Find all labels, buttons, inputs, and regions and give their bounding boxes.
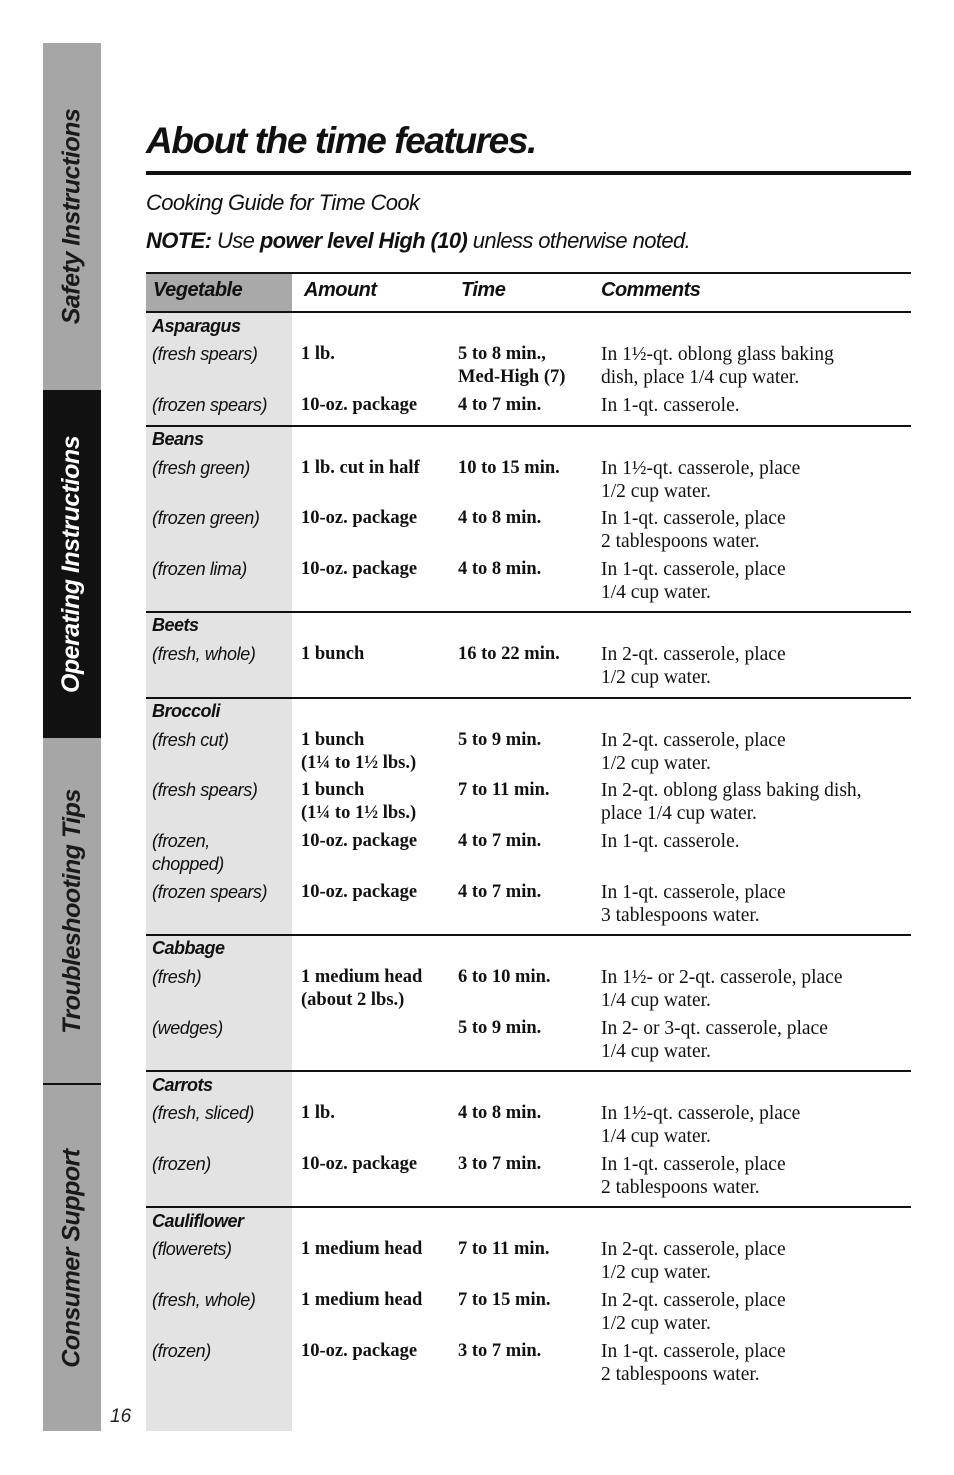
comment-cell [601,1153,911,1199]
variety-cell [152,830,292,876]
comment-cell [601,966,911,1012]
group-divider [146,1206,911,1208]
amount-cell-line: 1 bunch [301,644,365,664]
amount-cell-line: 1 bunch [301,780,365,800]
variety-cell [152,1289,292,1312]
tab-consumer-support[interactable] [43,1085,101,1431]
comment-cell-line: 1/4 cup water. [601,1126,711,1147]
time-cell-line: 5 to 8 min., [458,344,546,364]
tab-label: Operating Instructions [57,435,86,693]
variety-cell-line: (frozen) [152,1341,211,1361]
variety-cell-line: (frozen spears) [152,882,268,902]
tab-operating-instructions[interactable] [43,390,101,738]
amount-cell-line: 1 medium head [301,1290,423,1310]
amount-cell [301,1289,451,1312]
amount-cell-line: 1 bunch [301,730,365,750]
vegetable-group-name: Asparagus [152,316,241,336]
amount-cell [301,1153,451,1176]
variety-cell-line: (fresh spears) [152,344,258,364]
variety-cell [152,643,292,666]
group-divider [146,425,911,427]
amount-cell-line: 10-oz. package [301,1341,418,1361]
time-cell-line: 4 to 8 min. [458,1103,542,1123]
section-tabs [43,43,101,1431]
amount-cell-line: (1¼ to 1½ lbs.) [301,753,417,773]
variety-cell-line: (frozen, [152,831,210,851]
variety-cell [152,1102,292,1125]
time-cell-line: 3 to 7 min. [458,1154,542,1174]
tab-label: Consumer Support [57,1148,86,1368]
time-cell [458,779,598,802]
group-divider [146,611,911,613]
amount-cell [301,966,451,1012]
variety-cell [152,1153,292,1176]
variety-cell-line: (fresh, sliced) [152,1103,255,1123]
time-cell-line: 10 to 15 min. [458,458,560,478]
comment-cell-line: In 1½-qt. casserole, place [601,1103,801,1124]
amount-cell-line: 10-oz. package [301,395,418,415]
vegetable-group-name: Broccoli [152,701,221,721]
time-cell-line: 4 to 7 min. [458,882,542,902]
comment-cell [601,1102,911,1148]
amount-cell [301,1102,451,1125]
variety-cell-line: (wedges) [152,1018,223,1038]
variety-cell-line: (frozen lima) [152,559,247,579]
time-cell-line: 4 to 8 min. [458,508,542,528]
amount-cell [301,830,451,853]
note-prefix: NOTE: [146,228,212,253]
time-cell-line: 4 to 8 min. [458,559,542,579]
comment-cell [601,457,911,503]
variety-cell [152,966,292,989]
tab-label: Safety Instructions [57,108,86,325]
time-cell [458,343,598,389]
comment-cell-line: In 1-qt. casserole. [601,831,740,852]
comment-cell-line: In 2- or 3-qt. casserole, place [601,1018,828,1039]
header-amount: Amount [304,279,377,301]
comment-cell [601,558,911,604]
variety-cell-line: (fresh spears) [152,780,258,800]
amount-cell [301,394,451,417]
comment-cell [601,1289,911,1335]
page-subtitle: Cooking Guide for Time Cook [146,190,420,215]
amount-cell-line: 10-oz. package [301,882,418,902]
variety-cell-line: (fresh) [152,967,202,987]
amount-cell-line: (1¼ to 1½ lbs.) [301,803,417,823]
comment-cell [601,643,911,689]
comment-cell-line: 1/2 cup water. [601,753,711,774]
comment-cell-line: In 1½-qt. oblong glass baking [601,344,834,365]
vegetable-group-name: Beans [152,429,204,449]
variety-cell [152,394,292,417]
amount-cell-line: 10-oz. package [301,1154,418,1174]
comment-cell [601,1340,911,1386]
time-cell [458,1102,598,1125]
tab-troubleshooting-tips[interactable] [43,738,101,1084]
note-power-level: power level High (10) [259,228,468,253]
amount-cell-line: 1 lb. [301,1103,335,1123]
comment-cell-line: 1/2 cup water. [601,481,711,502]
amount-cell [301,881,451,904]
variety-cell-line: (fresh cut) [152,730,229,750]
comment-cell-line: place 1/4 cup water. [601,803,757,824]
time-cell [458,507,598,530]
time-cell-line: 7 to 11 min. [458,780,550,800]
comment-cell [601,729,911,775]
variety-cell [152,779,292,802]
time-cell [458,394,598,417]
time-cell-line: 7 to 11 min. [458,1239,550,1259]
header-comments: Comments [601,279,701,301]
comment-cell-line: 1/2 cup water. [601,667,711,688]
variety-cell-line: chopped) [152,854,224,874]
comment-cell [601,1238,911,1284]
comment-cell-line: In 2-qt. oblong glass baking dish, [601,780,862,801]
amount-cell-line: 1 medium head [301,1239,423,1259]
comment-cell [601,779,911,825]
comment-cell [601,507,911,553]
comment-cell-line: In 1-qt. casserole, place [601,508,786,529]
vegetable-group-name: Cauliflower [152,1211,244,1231]
time-cell [458,1340,598,1363]
group-divider [146,1070,911,1072]
comment-cell-line: In 1-qt. casserole, place [601,1154,786,1175]
comment-cell-line: In 2-qt. casserole, place [601,730,786,751]
title-rule [146,171,911,175]
variety-cell-line: (fresh green) [152,458,250,478]
time-cell [458,881,598,904]
page-number: 16 [110,1406,132,1427]
vegetable-group-name: Beets [152,615,199,635]
vegetable-group-name: Carrots [152,1075,213,1095]
time-cell-line: 4 to 7 min. [458,395,542,415]
vegetable-group-name: Cabbage [152,938,225,958]
time-cell-line: Med-High (7) [458,367,566,387]
page-title: About the time features. [146,120,536,161]
comment-cell [601,343,911,389]
amount-cell [301,1340,451,1363]
time-cell [458,830,598,853]
comment-cell-line: 1/4 cup water. [601,1041,711,1062]
variety-cell [152,558,292,581]
tab-label: Troubleshooting Tips [57,788,86,1034]
time-cell-line: 5 to 9 min. [458,1018,542,1038]
comment-cell-line: 1/2 cup water. [601,1262,711,1283]
comment-cell [601,394,911,417]
comment-cell-line: 3 tablespoons water. [601,905,760,926]
amount-cell [301,779,451,825]
table-header [146,274,911,311]
variety-cell [152,1340,292,1363]
comment-cell-line: In 1½-qt. casserole, place [601,458,801,479]
amount-cell [301,1238,451,1261]
comment-cell-line: 1/4 cup water. [601,990,711,1011]
amount-cell [301,343,451,366]
comment-cell-line: In 1-qt. casserole, place [601,1341,786,1362]
amount-cell-line: 1 medium head [301,967,423,987]
amount-cell-line: 10-oz. package [301,831,418,851]
time-cell-line: 5 to 9 min. [458,730,542,750]
comment-cell-line: 2 tablespoons water. [601,1177,760,1198]
time-cell [458,457,598,480]
variety-cell-line: (flowerets) [152,1239,232,1259]
comment-cell-line: In 1-qt. casserole. [601,395,740,416]
comment-cell-line: In 1-qt. casserole, place [601,559,786,580]
variety-cell [152,729,292,752]
tab-safety-instructions[interactable] [43,43,101,390]
variety-cell [152,881,292,904]
variety-cell [152,457,292,480]
comment-cell-line: 2 tablespoons water. [601,1364,760,1385]
note-use: Use [211,228,260,253]
amount-cell [301,457,451,480]
comment-cell-line: In 2-qt. casserole, place [601,1239,786,1260]
amount-cell-line: 1 lb. cut in half [301,458,420,478]
variety-cell [152,1017,292,1040]
amount-cell-line: 10-oz. package [301,508,418,528]
time-cell-line: 3 to 7 min. [458,1341,542,1361]
variety-cell [152,507,292,530]
header-time: Time [461,279,506,301]
comment-cell [601,881,911,927]
time-cell-line: 6 to 10 min. [458,967,551,987]
comment-cell-line: In 1½- or 2-qt. casserole, place [601,967,843,988]
time-cell [458,643,598,666]
power-level-note [146,228,690,254]
variety-cell-line: (frozen spears) [152,395,268,415]
header-vegetable: Vegetable [153,279,243,301]
comment-cell-line: 1/2 cup water. [601,1313,711,1334]
time-cell [458,729,598,752]
time-cell [458,1153,598,1176]
variety-cell-line: (frozen) [152,1154,211,1174]
time-cell-line: 7 to 15 min. [458,1290,551,1310]
amount-cell-line: (about 2 lbs.) [301,990,405,1010]
group-divider [146,697,911,699]
comment-cell-line: 1/4 cup water. [601,582,711,603]
time-cell-line: 16 to 22 min. [458,644,560,664]
amount-cell-line: 10-oz. package [301,559,418,579]
variety-cell-line: (fresh, whole) [152,644,256,664]
comment-cell-line: 2 tablespoons water. [601,531,760,552]
note-suffix: unless otherwise noted. [467,228,691,253]
variety-cell-line: (fresh, whole) [152,1290,256,1310]
comment-cell-line: In 2-qt. casserole, place [601,644,786,665]
table-header-rule [146,311,911,313]
amount-cell [301,729,451,775]
comment-cell [601,830,911,853]
group-divider [146,934,911,936]
amount-cell [301,643,451,666]
variety-cell [152,343,292,366]
amount-cell [301,507,451,530]
comment-cell [601,1017,911,1063]
variety-cell [152,1238,292,1261]
time-cell [458,966,598,989]
amount-cell [301,558,451,581]
time-cell [458,1289,598,1312]
comment-cell-line: dish, place 1/4 cup water. [601,367,800,388]
comment-cell-line: In 2-qt. casserole, place [601,1290,786,1311]
time-cell-line: 4 to 7 min. [458,831,542,851]
variety-cell-line: (frozen green) [152,508,260,528]
comment-cell-line: In 1-qt. casserole, place [601,882,786,903]
time-cell [458,558,598,581]
amount-cell-line: 1 lb. [301,344,335,364]
time-cell [458,1238,598,1261]
time-cell [458,1017,598,1040]
